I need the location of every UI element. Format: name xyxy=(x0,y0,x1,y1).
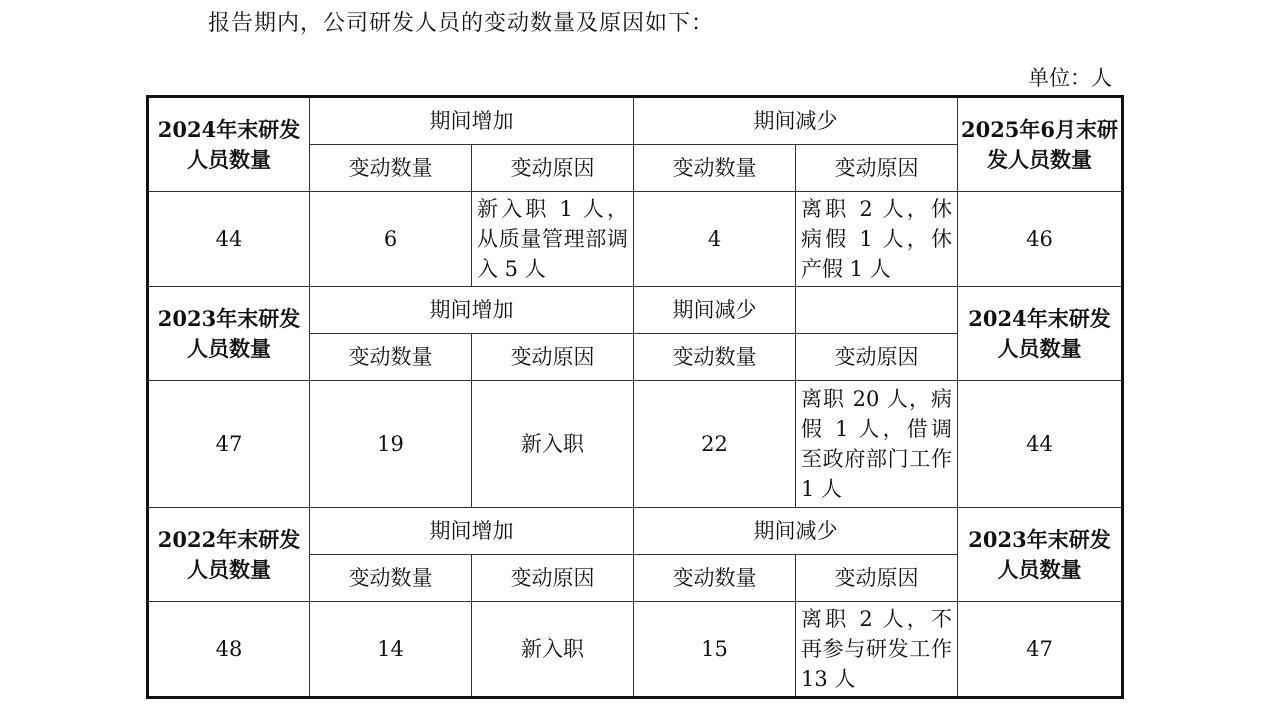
section-1-increase-reason: 新入职 1 人，从质量管理部调入 5 人 xyxy=(472,192,634,287)
section-1-start-count: 44 xyxy=(148,192,310,287)
section-3-header-row xyxy=(148,508,1123,555)
section-3-data-row xyxy=(148,602,1123,698)
section-3-decrease-qty: 15 xyxy=(634,602,796,698)
intro-text: 报告期内，公司研发人员的变动数量及原因如下： xyxy=(208,11,715,36)
section-1-decrease-header: 期间减少 xyxy=(634,97,958,145)
section-3-start-count: 48 xyxy=(148,602,310,698)
section-1-header-row xyxy=(148,97,1123,145)
section-1-data-row xyxy=(148,192,1123,287)
section-1-decrease-reason-header: 变动原因 xyxy=(796,145,958,192)
section-2-header-row xyxy=(148,287,1123,334)
section-3-start-label: 2022年末研发人员数量 xyxy=(148,508,310,602)
section-3-decrease-reason: 离职 2 人，不再参与研发工作 13 人 xyxy=(796,602,958,698)
rd-staff-change-table xyxy=(146,95,1124,699)
section-3-increase-qty-header: 变动数量 xyxy=(310,555,472,602)
section-3-increase-reason: 新入职 xyxy=(472,602,634,698)
section-2-end-count: 44 xyxy=(958,381,1123,508)
section-2-decrease-header: 期间减少 xyxy=(634,287,796,334)
section-1-increase-qty-header: 变动数量 xyxy=(310,145,472,192)
section-1-decrease-reason: 离职 2 人，休病假 1 人，休产假 1 人 xyxy=(796,192,958,287)
section-3-decrease-header: 期间减少 xyxy=(634,508,958,555)
section-1-end-count: 46 xyxy=(958,192,1123,287)
section-3-increase-header: 期间增加 xyxy=(310,508,634,555)
section-1-decrease-qty-header: 变动数量 xyxy=(634,145,796,192)
section-3-increase-reason-header: 变动原因 xyxy=(472,555,634,602)
section-2-end-label: 2024年末研发人员数量 xyxy=(958,287,1123,381)
section-2-decrease-qty: 22 xyxy=(634,381,796,508)
section-2-increase-qty-header: 变动数量 xyxy=(310,334,472,381)
section-2-increase-header: 期间增加 xyxy=(310,287,634,334)
section-3-end-count: 47 xyxy=(958,602,1123,698)
section-2-start-count: 47 xyxy=(148,381,310,508)
section-2-decrease-reason-header: 变动原因 xyxy=(796,334,958,381)
section-3-decrease-qty-header: 变动数量 xyxy=(634,555,796,602)
section-3-increase-qty: 14 xyxy=(310,602,472,698)
section-1-increase-header: 期间增加 xyxy=(310,97,634,145)
section-1-decrease-qty: 4 xyxy=(634,192,796,287)
section-2-increase-qty: 19 xyxy=(310,381,472,508)
section-1-increase-qty: 6 xyxy=(310,192,472,287)
section-2-decrease-qty-header: 变动数量 xyxy=(634,334,796,381)
section-2-increase-reason: 新入职 xyxy=(472,381,634,508)
section-1-start-label: 2024年末研发人员数量 xyxy=(148,97,310,192)
unit-label: 单位：人 xyxy=(1028,66,1112,90)
section-2-increase-reason-header: 变动原因 xyxy=(472,334,634,381)
section-2-empty-header-cell xyxy=(796,287,958,334)
section-3-decrease-reason-header: 变动原因 xyxy=(796,555,958,602)
section-1-end-label: 2025年6月末研发人员数量 xyxy=(958,97,1123,192)
section-3-end-label: 2023年末研发人员数量 xyxy=(958,508,1123,602)
section-2-data-row xyxy=(148,381,1123,508)
section-2-decrease-reason: 离职 20 人，病假 1 人，借调至政府部门工作 1 人 xyxy=(796,381,958,508)
section-2-start-label: 2023年末研发人员数量 xyxy=(148,287,310,381)
section-1-increase-reason-header: 变动原因 xyxy=(472,145,634,192)
